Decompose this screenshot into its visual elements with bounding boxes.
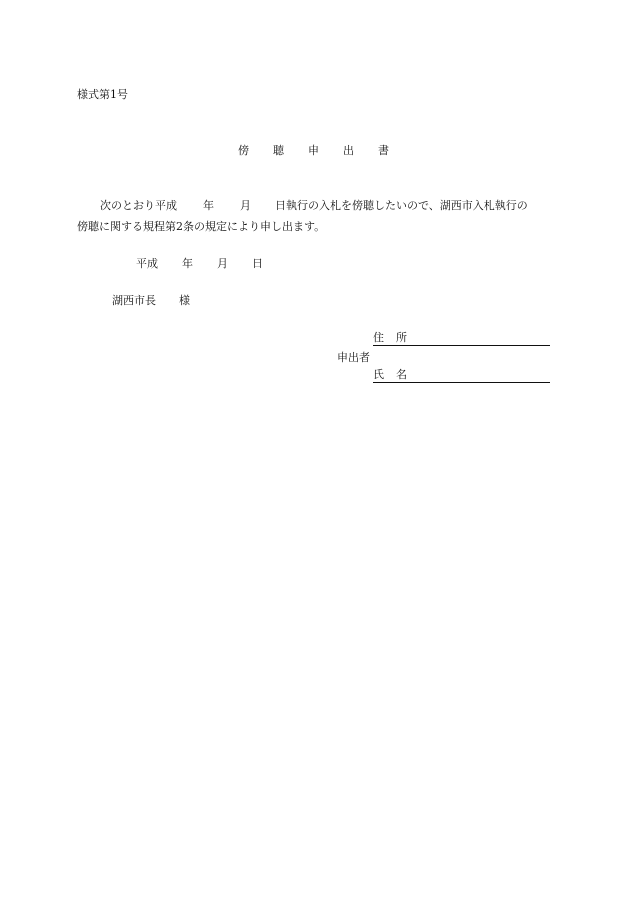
- body-tail-text: 日執行の入札を傍聴したいので、湖西市入札執行の: [275, 199, 528, 212]
- body-paragraph-line-2: 傍聴に関する規程第2条の規定により申し出ます。: [77, 220, 326, 233]
- address-field[interactable]: [373, 331, 550, 346]
- name-label-char-2: 名: [396, 368, 407, 381]
- body-year-label: 年: [203, 199, 214, 212]
- title-char-4: 出: [343, 144, 354, 157]
- address-label-char-1: 住: [373, 331, 384, 344]
- applicant-label: 申出者: [337, 351, 370, 364]
- addressee-name: 湖西市長: [112, 294, 156, 307]
- date-line: [136, 255, 263, 271]
- title-char-2: 聴: [273, 144, 284, 157]
- date-day-label: 日: [252, 257, 263, 270]
- title-char-1: 傍: [238, 144, 249, 157]
- name-field[interactable]: [373, 368, 550, 383]
- date-era: 平成: [136, 257, 158, 270]
- form-number: 様式第1号: [77, 88, 128, 101]
- title-char-3: 申: [308, 144, 319, 157]
- address-label: [373, 331, 407, 344]
- date-year-label: 年: [182, 257, 193, 270]
- address-label-char-2: 所: [396, 331, 407, 344]
- body-lead-text: 次のとおり平成: [100, 199, 177, 212]
- document-title: [238, 142, 413, 158]
- name-label-char-1: 氏: [373, 368, 384, 381]
- addressee: [112, 292, 190, 308]
- title-char-5: 書: [378, 144, 389, 157]
- body-paragraph-line-1: [100, 197, 528, 213]
- addressee-honorific: 様: [179, 294, 190, 307]
- name-label: [373, 368, 407, 381]
- body-month-label: 月: [240, 199, 251, 212]
- date-month-label: 月: [217, 257, 228, 270]
